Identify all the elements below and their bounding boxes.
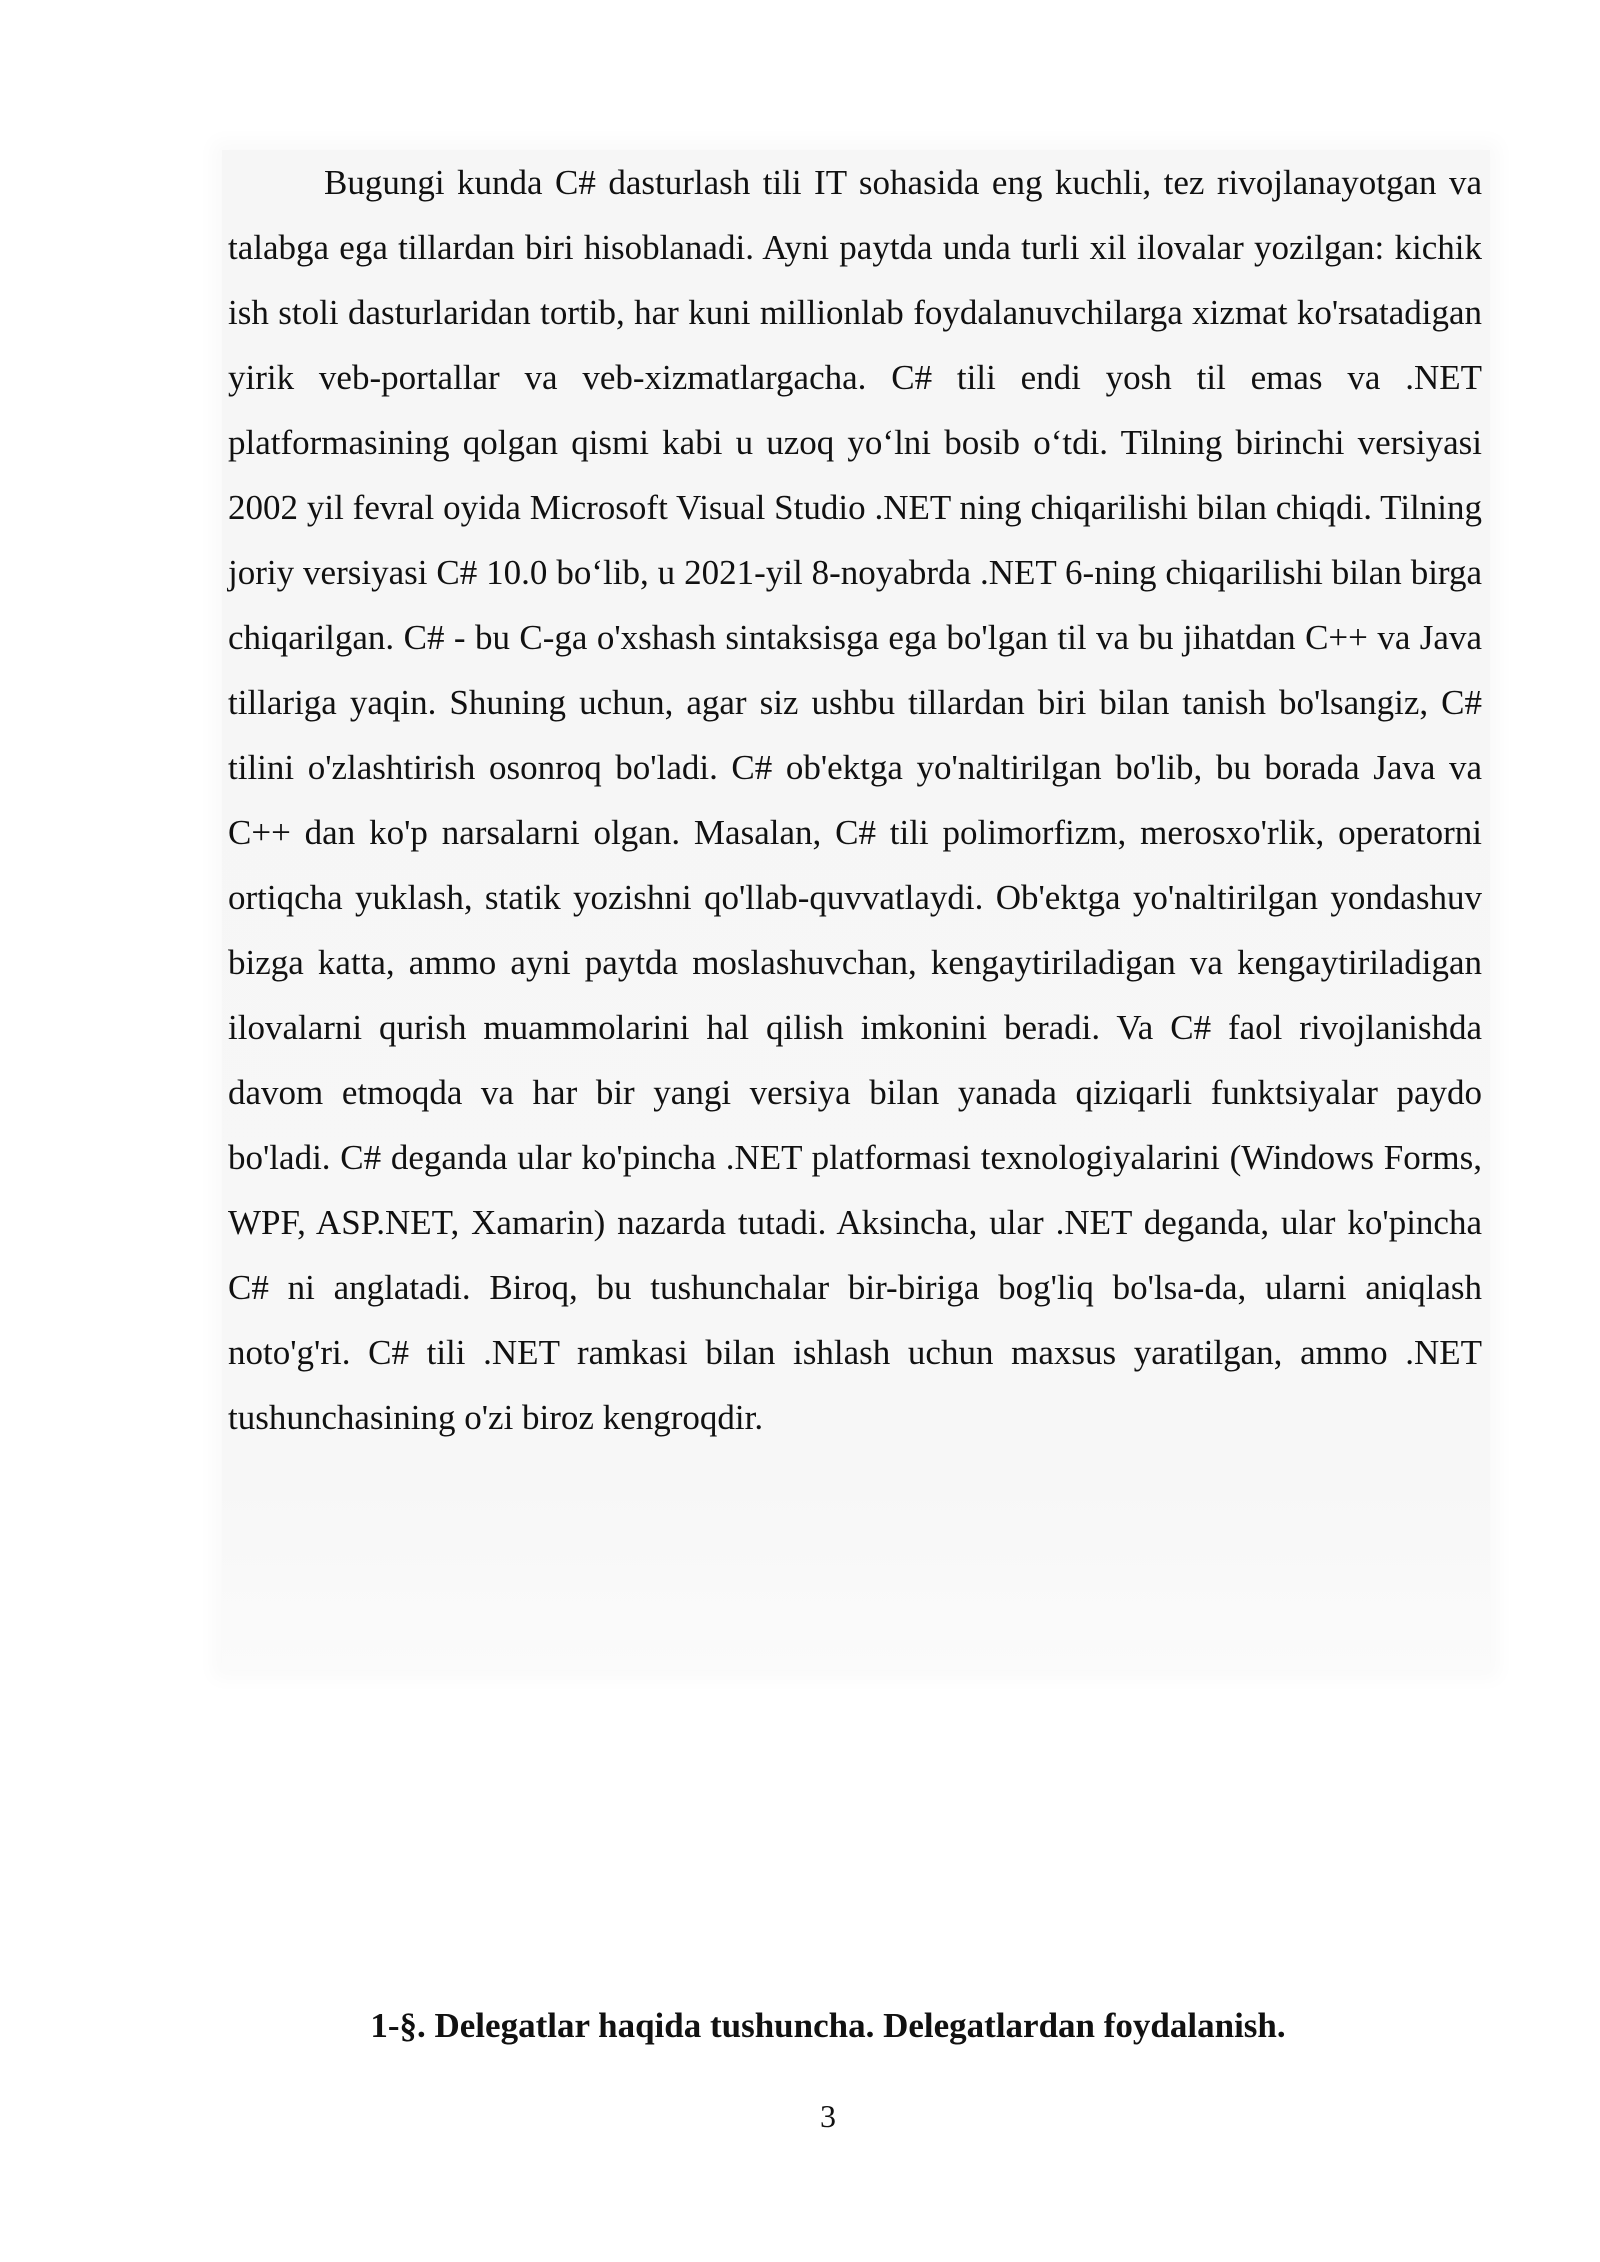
section-heading: 1-§. Delegatlar haqida tushuncha. Delegatlardan foydalanish. [370,2006,1286,2045]
body-paragraph: Bugungi kunda C# dasturlash tili IT sohasida eng kuchli, tez rivojlanayotgan va talabga ega tillardan biri hisoblanadi. Ayni paytda unda turli xil ilovalar yozilgan: kichik ish stoli dasturlaridan tortib, har kuni millionlab foydalanuvchilarga xizmat ko'rsatadigan yirik veb-portallar va veb-xizmatlargacha. C# tili endi yosh til emas va .NET platformasining qolgan qismi kabi u uzoq yo‘lni bosib o‘tdi. Tilning birinchi versiyasi 2002 yil fevral oyida Microsoft Visual Studio .NET ning chiqarilishi bilan chiqdi. Tilning joriy versiyasi C# 10.0 bo‘lib, u 2021-yil 8-noyabrda .NET 6-ning chiqarilishi bilan birga chiqarilgan. C# - bu C-ga o'xshash sintaksisga ega bo'lgan til va bu jihatdan C++ va Java tillariga yaqin. Shuning uchun, agar siz ushbu tillardan biri bilan tanish bo'lsangiz, C# tilini o'zlashtirish osonroq bo'ladi. C# ob'ektga yo'naltirilgan bo'lib, bu borada Java va C++ dan ko'p narsalarni olgan. Masalan, C# tili polimorfizm, merosxo'rlik, operatorni ortiqcha yuklash, statik yozishni qo'llab-quvvatlaydi. Ob'ektga yo'naltirilgan yondashuv bizga katta, ammo ayni paytda moslashuvchan, kengaytiriladigan va kengaytiriladigan ilovalarni qurish muammolarini hal qilish imkonini beradi. Va C# faol rivojlanishda davom etmoqda va har bir yangi versiya bilan yanada qiziqarli funktsiyalar paydo bo'ladi. C# deganda ular ko'pincha .NET platformasi texnologiyalarini (Windows Forms, WPF, ASP.NET, Xamarin) nazarda tutadi. Aksincha, ular .NET deganda, ular ko'pincha C# ni anglatadi. Biroq, bu tushunchalar bir-biriga bog'liq bo'lsa-da, ularni aniqlash noto'g'ri. C# tili .NET ramkasi bilan ishlash uchun maxsus yaratilgan, ammo .NET tushunchasining o'zi biroz kengroqdir. [228,163,1482,1437]
body-text-block [222,150,1490,1670]
page-number: 3 [820,2098,836,2134]
